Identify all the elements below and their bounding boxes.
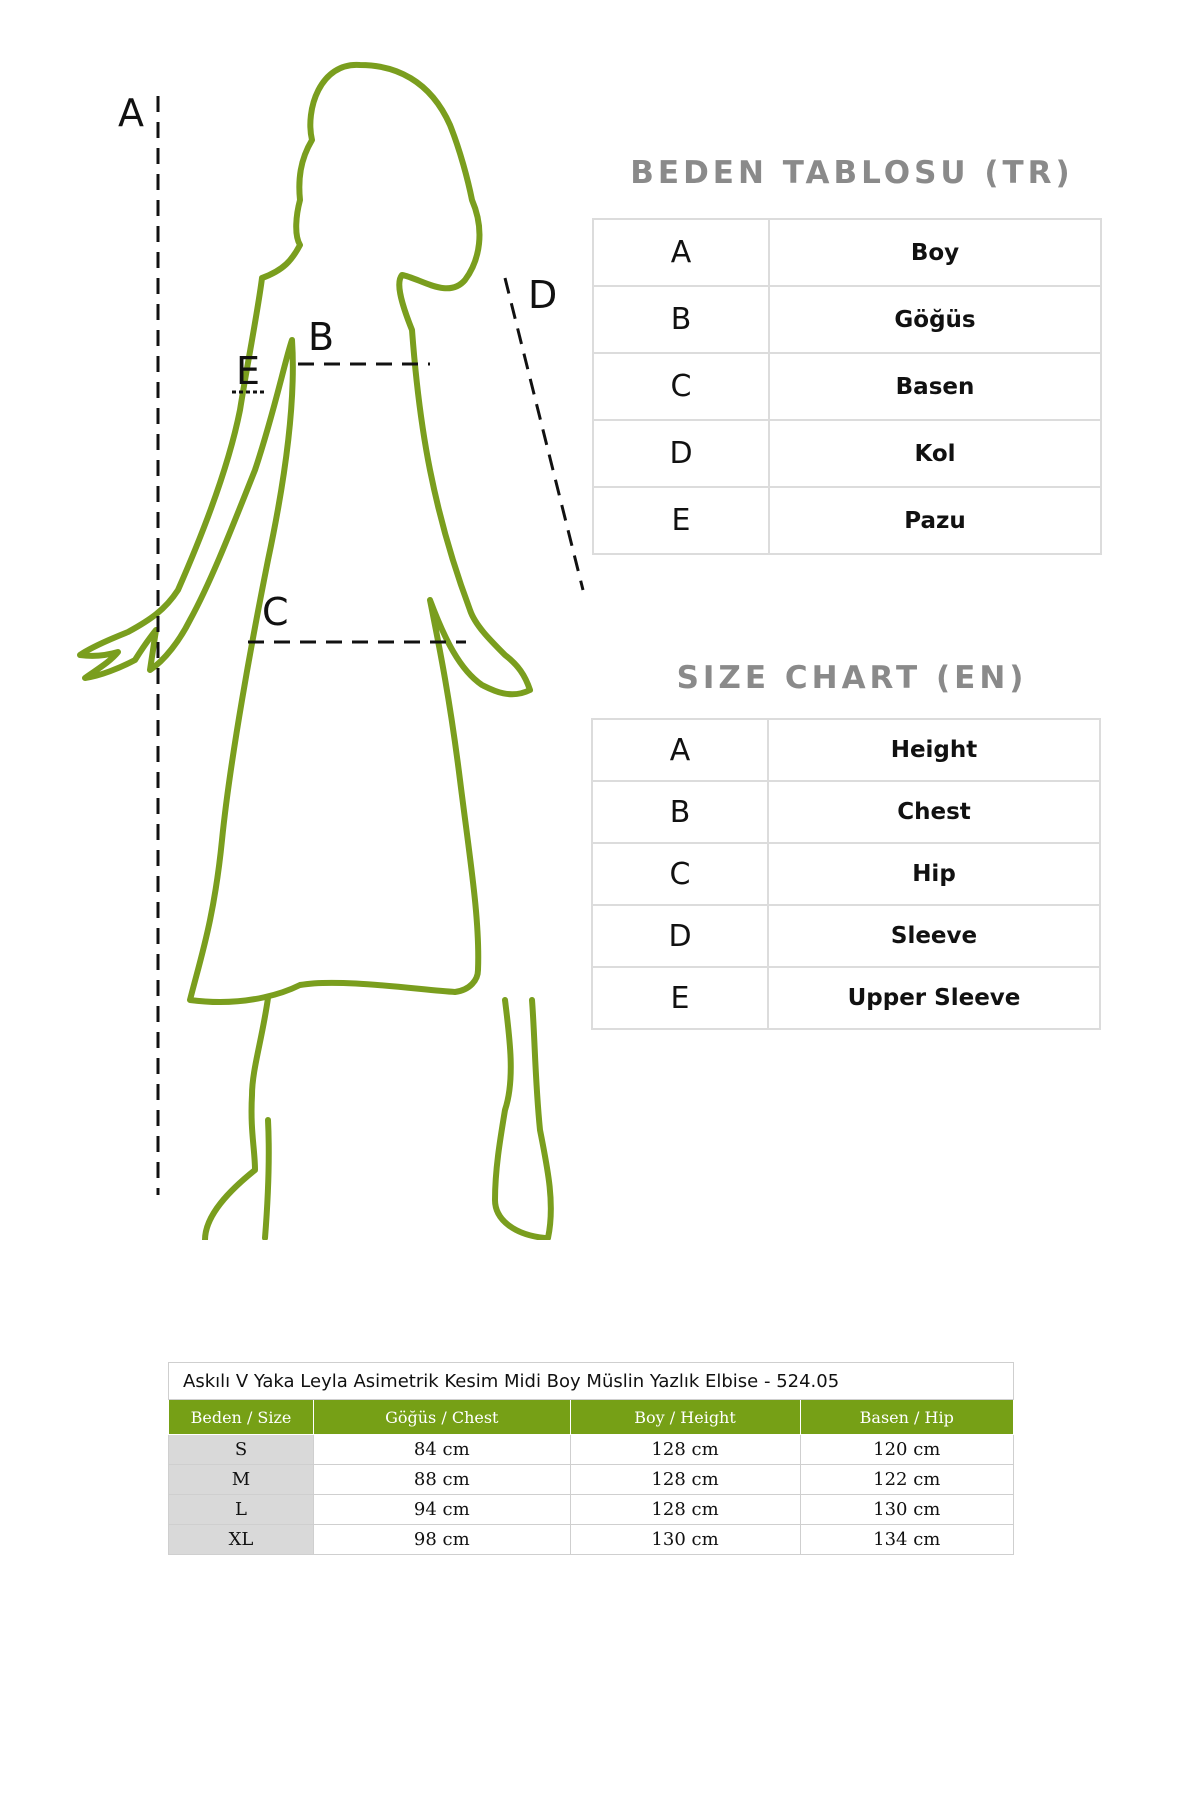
legend-key: E (592, 967, 768, 1029)
legend-value: Kol (769, 420, 1101, 487)
product-title: Askılı V Yaka Leyla Asimetrik Kesim Midi Boy Müslin Yazlık Elbise - 524.05 (169, 1363, 1014, 1400)
table-row (593, 420, 1101, 487)
chest-cell: 98 cm (314, 1525, 571, 1555)
column-header-hip: Basen / Hip (800, 1400, 1013, 1435)
figure-label-b: B (308, 315, 335, 359)
legs-outline (205, 998, 551, 1240)
height-cell: 128 cm (570, 1435, 800, 1465)
column-header-chest: Göğüs / Chest (314, 1400, 571, 1435)
table-row (593, 487, 1101, 554)
size-cell: S (169, 1435, 314, 1465)
hip-cell: 120 cm (800, 1435, 1013, 1465)
size-cell: XL (169, 1525, 314, 1555)
hip-cell: 130 cm (800, 1495, 1013, 1525)
legend-key: B (592, 781, 768, 843)
legend-key: A (592, 719, 768, 781)
table-row (169, 1465, 1014, 1495)
tr-chart-title: BEDEN TABLOSU (TR) (630, 155, 1074, 191)
height-cell: 128 cm (570, 1465, 800, 1495)
legend-key: D (593, 420, 769, 487)
table-row (169, 1435, 1014, 1465)
legend-key: E (593, 487, 769, 554)
height-cell: 130 cm (570, 1525, 800, 1555)
en-chart-title: SIZE CHART (EN) (676, 660, 1028, 696)
legend-value: Height (768, 719, 1100, 781)
legend-value: Upper Sleeve (768, 967, 1100, 1029)
figure-label-c: C (262, 590, 289, 634)
size-cell: M (169, 1465, 314, 1495)
table-row (592, 781, 1100, 843)
table-row (592, 843, 1100, 905)
legend-value: Boy (769, 219, 1101, 286)
legend-key: A (593, 219, 769, 286)
legend-value: Basen (769, 353, 1101, 420)
table-row (593, 286, 1101, 353)
table-row (592, 905, 1100, 967)
silhouette-outline (80, 65, 530, 1002)
legend-value: Hip (768, 843, 1100, 905)
hip-cell: 122 cm (800, 1465, 1013, 1495)
table-row (593, 353, 1101, 420)
table-row (169, 1495, 1014, 1525)
size-cell: L (169, 1495, 314, 1525)
chest-cell: 84 cm (314, 1435, 571, 1465)
chest-cell: 88 cm (314, 1465, 571, 1495)
figure-label-a: A (118, 91, 144, 135)
product-size-table (168, 1362, 1014, 1555)
legend-key: C (593, 353, 769, 420)
legend-key: B (593, 286, 769, 353)
table-row (169, 1525, 1014, 1555)
measure-line-d (505, 278, 583, 590)
table-row (593, 219, 1101, 286)
legend-value: Sleeve (768, 905, 1100, 967)
table-row (592, 719, 1100, 781)
legend-key: C (592, 843, 768, 905)
column-header-height: Boy / Height (570, 1400, 800, 1435)
legend-key: D (592, 905, 768, 967)
height-cell: 128 cm (570, 1495, 800, 1525)
legend-value: Göğüs (769, 286, 1101, 353)
chest-cell: 94 cm (314, 1495, 571, 1525)
column-header-size: Beden / Size (169, 1400, 314, 1435)
legend-value: Pazu (769, 487, 1101, 554)
measurement-figure (0, 0, 660, 1240)
en-legend-table (591, 718, 1101, 1030)
hip-cell: 134 cm (800, 1525, 1013, 1555)
figure-label-d: D (528, 273, 558, 317)
tr-legend-table (592, 218, 1102, 555)
table-row (592, 967, 1100, 1029)
figure-label-e: E (236, 349, 261, 393)
legend-value: Chest (768, 781, 1100, 843)
